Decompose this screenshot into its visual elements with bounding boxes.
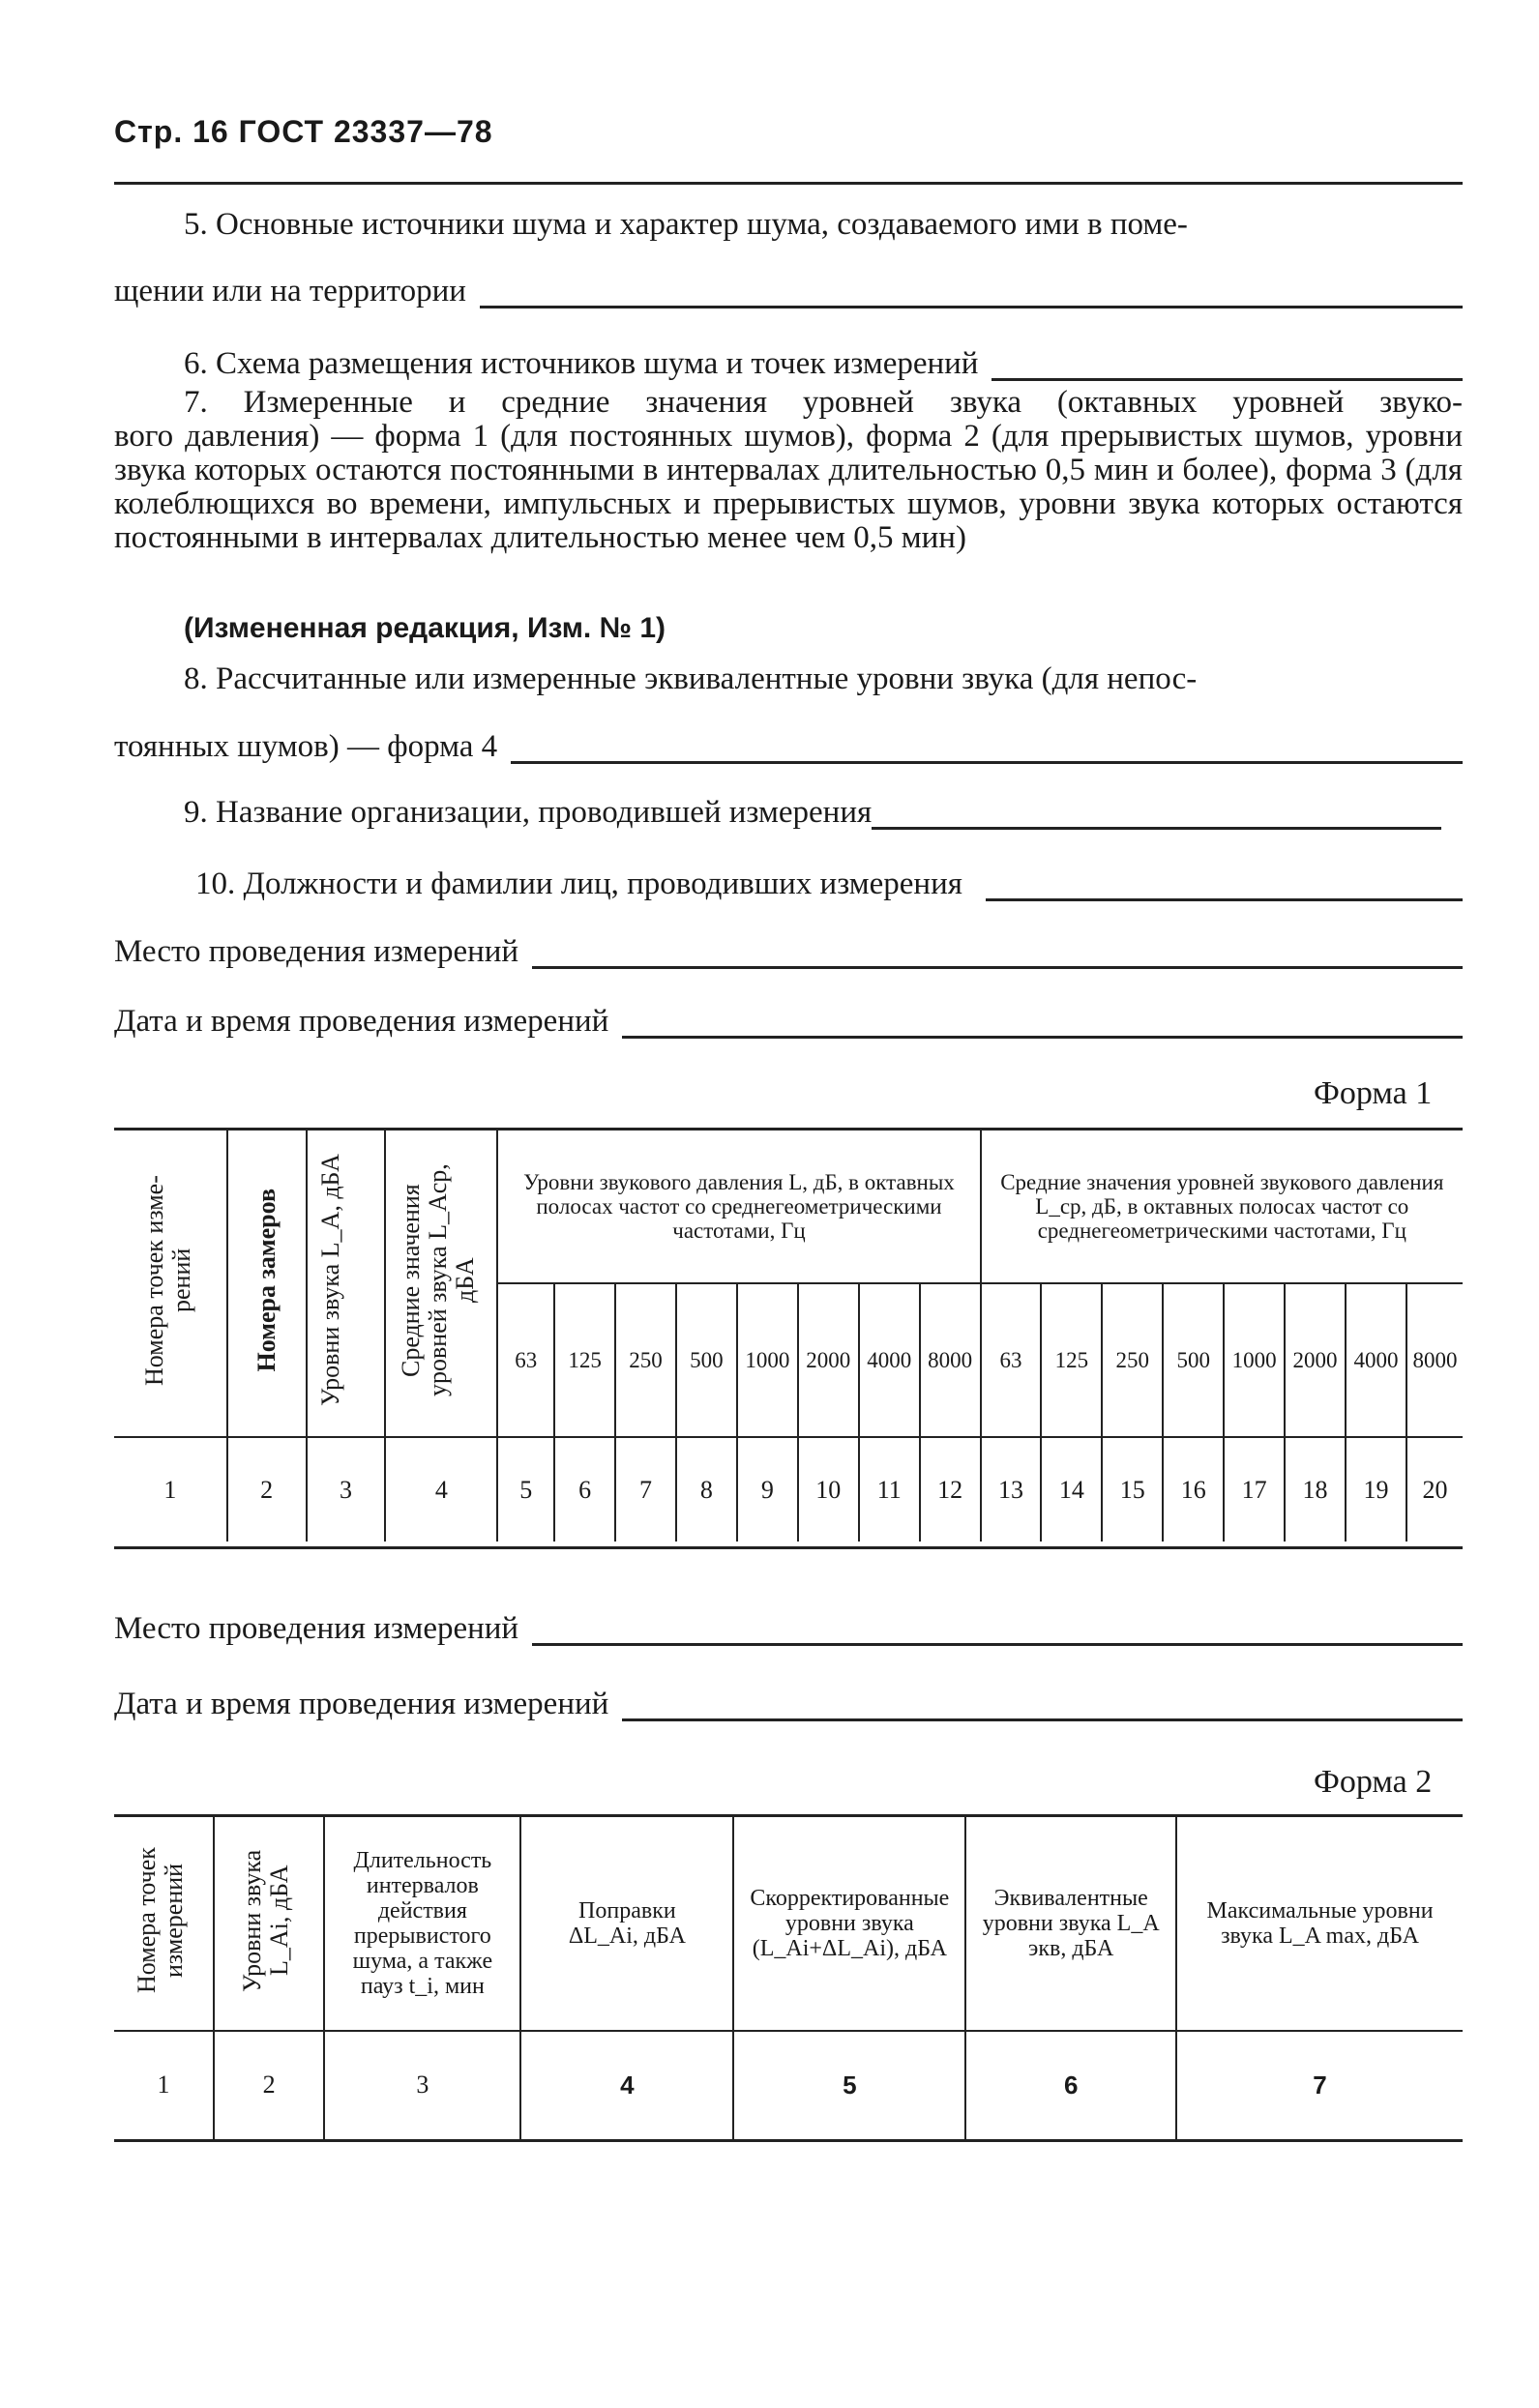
f1-freq: 4000	[1346, 1283, 1406, 1437]
f1-freq: 8000	[920, 1283, 981, 1437]
fill-line	[986, 871, 1463, 901]
item-5-text: щении или на территории	[114, 274, 466, 308]
f1-colnum: 15	[1102, 1437, 1163, 1542]
f1-colnum: 9	[737, 1437, 798, 1542]
item-7-body: вого давления) — форма 1 (для постоянных шумов), форма 2 (для прерывистых шумов, уровни звука которых остаются постоянными в интервалах длительностью 0,5 мин и более), форма 3 (для колеблющихся во времени, импульсных и прерывистых шумов, уровни звука которых остаются постоянными в интервалах длительностью менее чем 0,5 мин)	[114, 419, 1463, 555]
item-7-line1: 7. Измеренные и средние значения уровней звука (октавных уровней звуко-	[184, 385, 1463, 420]
f1-freq: 2000	[798, 1283, 859, 1437]
f1-colnum: 16	[1163, 1437, 1224, 1542]
item-5-line1: 5. Основные источники шума и характер шума, создаваемого ими в поме-	[184, 207, 1188, 242]
f2-colnum: 6	[965, 2031, 1176, 2141]
date-label: Дата и время проведения измерений	[114, 1687, 609, 1721]
f1-colnum: 13	[981, 1437, 1042, 1542]
fill-line	[511, 734, 1463, 764]
place-line-2	[114, 1611, 1463, 1646]
place-label: Место проведения измерений	[114, 934, 519, 969]
f2-col-corrections: Поправки ΔL_Ai, дБА	[520, 1816, 733, 2031]
item-10-text: 10. Должности и фамилии лиц, проводивших измерения	[195, 866, 962, 901]
f1-freq: 125	[554, 1283, 615, 1437]
f1-colnum: 7	[615, 1437, 676, 1542]
f1-colnum: 6	[554, 1437, 615, 1542]
date-label: Дата и время проведения измерений	[114, 1004, 609, 1039]
fill-line	[532, 939, 1463, 969]
f1-colnum: 2	[227, 1437, 307, 1542]
date-line-1	[114, 1004, 1463, 1039]
form-1-title: Форма 1	[1314, 1075, 1433, 1111]
f1-colnum: 19	[1346, 1437, 1406, 1542]
fill-line	[622, 1691, 1463, 1721]
amendment-note: (Измененная редакция, Изм. № 1)	[184, 612, 666, 644]
item-6-text: 6. Схема размещения источников шума и точек измерений	[184, 346, 979, 381]
f2-col-equivalent-levels: Эквивалентные уровни звука L_A экв, дБА	[965, 1816, 1176, 2031]
f2-colnum: 1	[114, 2031, 214, 2141]
item-7	[114, 386, 1463, 555]
f1-col-measurements: Номера замеров	[227, 1130, 307, 1438]
item-8-line2	[114, 729, 1463, 764]
f1-group-average-octave-levels: Средние значения уровней звукового давления L_ср, дБ, в октавных полосах частот со среднегеометрическими частотами, Гц	[981, 1130, 1463, 1283]
fill-line	[622, 1009, 1463, 1039]
f1-colnum: 11	[859, 1437, 920, 1542]
f2-colnum: 5	[733, 2031, 965, 2141]
f1-colnum: 14	[1041, 1437, 1102, 1542]
f2-colnum: 7	[1176, 2031, 1463, 2141]
f1-freq: 4000	[859, 1283, 920, 1437]
fill-line	[532, 1616, 1463, 1646]
form-2-title: Форма 2	[1314, 1764, 1433, 1800]
f2-col-corrected-levels: Скорректированные уровни звука (L_Ai+ΔL_Ai), дБА	[733, 1816, 965, 2031]
f1-freq: 250	[615, 1283, 676, 1437]
f1-colnum: 1	[114, 1437, 227, 1542]
item-5-line2	[114, 274, 1463, 308]
f1-freq: 500	[1163, 1283, 1224, 1437]
f1-colnum: 12	[920, 1437, 981, 1542]
f2-colnum: 2	[214, 2031, 324, 2141]
f2-col-levels: Уровни звука L_Ai, дБА	[214, 1816, 324, 2031]
f1-group-octave-levels: Уровни звукового давления L, дБ, в октавных полосах частот со среднегеометрическими частотами, Гц	[497, 1130, 980, 1283]
f1-freq: 500	[676, 1283, 737, 1437]
f2-col-durations: Длительность интервалов действия прерывистого шума, а также пауз t_i, мин	[324, 1816, 520, 2031]
f1-col-levels: Уровни звука L_A, дБА	[307, 1130, 386, 1438]
f1-freq: 1000	[1224, 1283, 1285, 1437]
date-line-2	[114, 1687, 1463, 1721]
item-10	[114, 866, 1463, 901]
f1-freq: 125	[1041, 1283, 1102, 1437]
f2-colnum: 3	[324, 2031, 520, 2141]
f1-colnum: 5	[497, 1437, 554, 1542]
f1-freq: 1000	[737, 1283, 798, 1437]
f2-col-max-levels: Максимальные уровни звука L_A max, дБА	[1176, 1816, 1463, 2031]
f2-col-points: Номера точек измерений	[114, 1816, 214, 2031]
fill-line	[991, 351, 1463, 381]
f1-colnum: 10	[798, 1437, 859, 1542]
f1-col-average-levels: Средние значения уровней звука L_Aср, дБА	[385, 1130, 497, 1438]
item-8-line1: 8. Рассчитанные или измеренные эквивалентные уровни звука (для непос-	[184, 661, 1198, 696]
page-header: Стр. 16 ГОСТ 23337—78	[114, 114, 493, 149]
f1-freq: 63	[497, 1283, 554, 1437]
f1-colnum: 17	[1224, 1437, 1285, 1542]
item-8-text: тоянных шумов) — форма 4	[114, 729, 498, 764]
item-6	[114, 346, 1463, 381]
f1-freq: 2000	[1285, 1283, 1346, 1437]
fill-line	[872, 800, 1441, 830]
form-1-table	[114, 1128, 1463, 1549]
f1-freq: 250	[1102, 1283, 1163, 1437]
f1-colnum: 8	[676, 1437, 737, 1542]
header-rule	[114, 182, 1463, 185]
f1-freq: 63	[981, 1283, 1042, 1437]
f1-colnum: 20	[1406, 1437, 1463, 1542]
item-9-text: 9. Название организации, проводившей измерения	[184, 795, 873, 830]
f1-colnum: 18	[1285, 1437, 1346, 1542]
f1-freq: 8000	[1406, 1283, 1463, 1437]
f1-colnum: 4	[385, 1437, 497, 1542]
item-9	[114, 795, 1441, 830]
fill-line	[480, 279, 1463, 308]
place-label: Место проведения измерений	[114, 1611, 519, 1646]
f2-colnum: 4	[520, 2031, 733, 2141]
f1-col-points: Номера точек изме- рений	[114, 1130, 227, 1438]
form-2-table	[114, 1814, 1463, 2142]
f1-colnum: 3	[307, 1437, 386, 1542]
place-line-1	[114, 934, 1463, 969]
